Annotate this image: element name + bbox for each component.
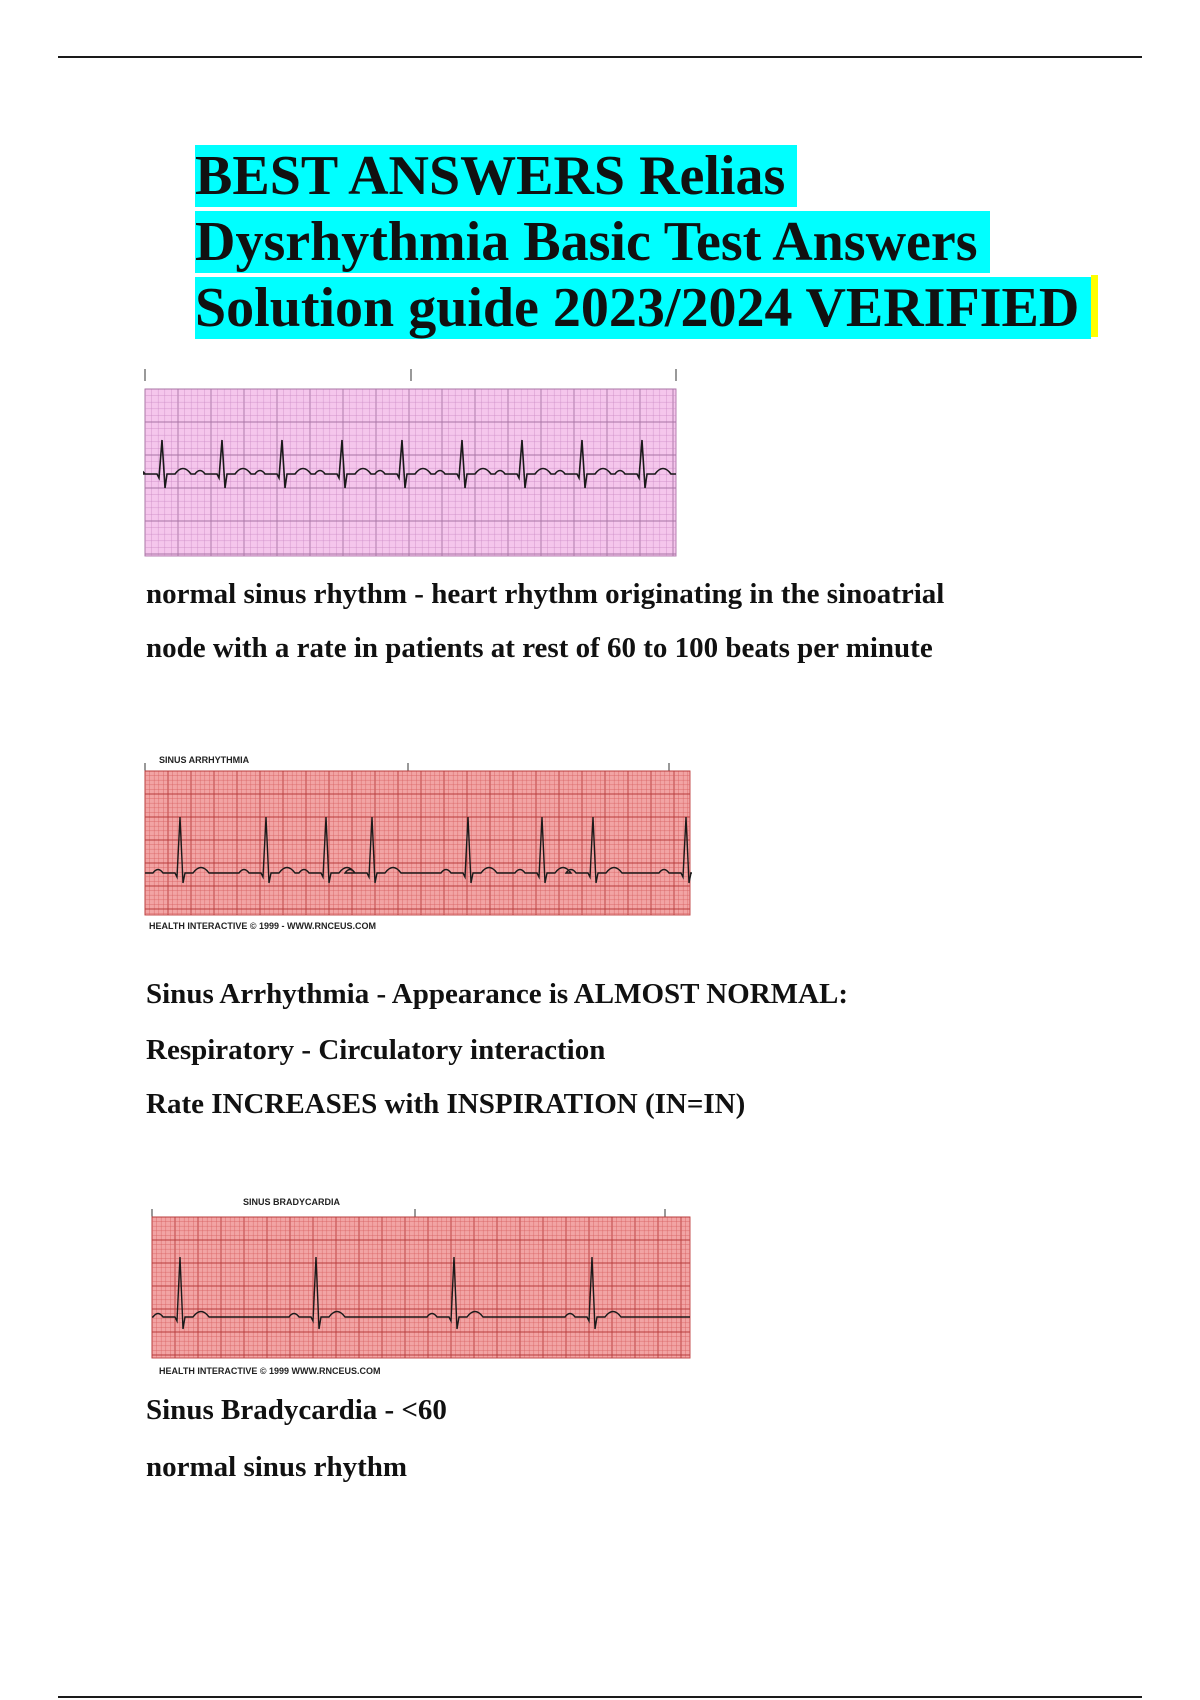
ecg-strip-sinus-bradycardia (143, 1197, 692, 1379)
ecg-paper (145, 771, 690, 915)
title-line-2: Dysrhythmia Basic Test Answers (195, 211, 990, 273)
strip-top-ticks (152, 1209, 665, 1217)
ecg-strip-sinus-arrhythmia (143, 755, 692, 935)
ecg-strip-normal-sinus-rhythm (143, 367, 678, 558)
bradycardia-description-line-2: normal sinus rhythm (146, 1451, 408, 1483)
arrhythmia-description-line-3: Rate INCREASES with INSPIRATION (IN=IN) (146, 1088, 746, 1120)
title-line-3: Solution guide 2023/2024 VERIFIED (195, 277, 1091, 339)
ecg-paper (152, 1217, 690, 1358)
bradycardia-description-line-1: Sinus Bradycardia - <60 (146, 1394, 447, 1426)
strip-top-ticks (145, 369, 676, 381)
title-line-1: BEST ANSWERS Relias (195, 145, 797, 207)
strip-footer-sinus-bradycardia: HEALTH INTERACTIVE © 1999 WWW.RNCEUS.COM (159, 1366, 381, 1376)
bottom-rule (58, 1696, 1142, 1698)
document-title (195, 143, 1135, 341)
strip-label-sinus-bradycardia: SINUS BRADYCARDIA (243, 1197, 341, 1207)
nsr-description-line-1: normal sinus rhythm - heart rhythm originating in the sinoatrial (146, 578, 945, 610)
strip-label-sinus-arrhythmia: SINUS ARRHYTHMIA (159, 755, 250, 765)
text-cursor-marker (1091, 275, 1098, 337)
nsr-description-line-2: node with a rate in patients at rest of 60 to 100 beats per minute (146, 632, 933, 664)
arrhythmia-description-line-1: Sinus Arrhythmia - Appearance is ALMOST NORMAL: (146, 978, 848, 1010)
top-rule (58, 56, 1142, 58)
arrhythmia-description-line-2: Respiratory - Circulatory interaction (146, 1034, 606, 1066)
strip-footer-sinus-arrhythmia: HEALTH INTERACTIVE © 1999 - WWW.RNCEUS.COM (149, 921, 376, 931)
